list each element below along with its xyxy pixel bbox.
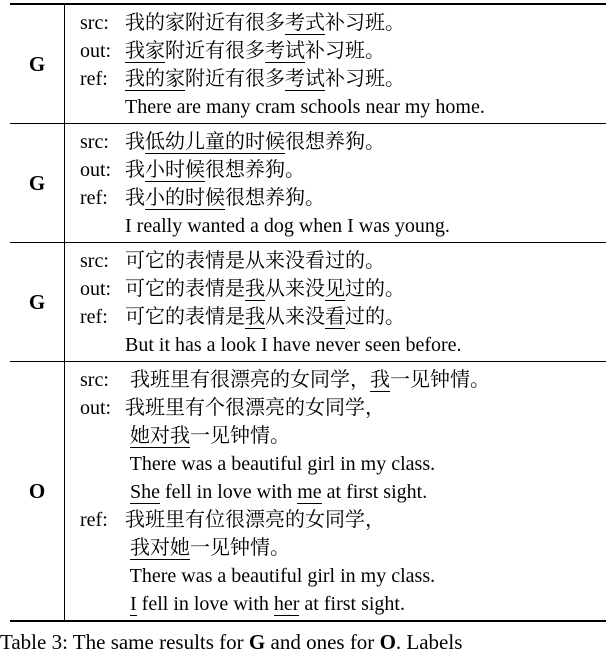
underlined-segment: 我 [245, 306, 265, 328]
text-segment: 我 [125, 187, 145, 209]
text-segment: 一见钟情。 [190, 537, 290, 559]
example-line [80, 562, 606, 590]
underlined-segment: 小时候 [145, 159, 205, 181]
text-segment: 从来没 [265, 306, 325, 328]
example-line [80, 450, 606, 478]
caption-bold-g: G [248, 630, 266, 654]
line-prefix: out: [80, 397, 112, 419]
example-line [80, 65, 606, 93]
text-segment: at first sight. [299, 593, 405, 615]
text-segment: 我班里有很漂亮的女同学， [125, 369, 370, 391]
text-segment: fell in love with [160, 481, 298, 503]
text-segment: 我 [125, 131, 145, 153]
underlined-segment: 我 [370, 369, 390, 391]
text-segment: 过的。 [345, 306, 405, 328]
example-line [80, 275, 606, 303]
caption-bold-o: O [379, 630, 396, 654]
text-segment: fell in love with [136, 593, 274, 615]
underlined-segment: 我对她 [130, 537, 190, 559]
line-prefix: src: [80, 250, 109, 272]
underlined-segment: 考试 [265, 40, 305, 62]
table-row [10, 243, 606, 362]
text-segment: 一见钟情。 [190, 425, 290, 447]
example-line [80, 247, 606, 275]
text-segment: 可它的表情是从来没看过的。 [125, 250, 385, 272]
text-segment: 很想养狗。 [205, 159, 305, 181]
table-caption [0, 630, 462, 655]
underlined-segment: 我家 [125, 40, 165, 62]
text-segment: There was a beautiful girl in my class. [125, 565, 436, 587]
underlined-segment: me [297, 481, 322, 503]
text-segment: 很想养狗。 [225, 187, 325, 209]
underlined-segment: 低幼儿童的时候 [145, 131, 285, 153]
text-segment: I really wanted a dog when I was young. [125, 215, 450, 237]
text-segment: 我的家附近有很多 [125, 12, 285, 34]
underlined-segment: 考式 [285, 12, 325, 34]
table-row [10, 3, 606, 124]
underlined-segment: She [130, 481, 160, 503]
line-prefix: out: [80, 159, 112, 181]
line-prefix: src: [80, 131, 109, 153]
example-line [80, 156, 606, 184]
underlined-segment: 小的时候 [145, 187, 225, 209]
underlined-segment: I [130, 593, 137, 615]
example-line [80, 9, 606, 37]
text-segment: 从来没 [265, 278, 325, 300]
text-segment: There was a beautiful girl in my class. [125, 453, 436, 475]
caption-tail: . Labels [395, 630, 463, 654]
line-prefix: src: [80, 369, 109, 391]
text-segment: There are many cram schools near my home. [125, 96, 485, 118]
example-line [80, 37, 606, 65]
example-line [80, 184, 606, 212]
examples-table [10, 3, 606, 622]
text-segment: 很想养狗。 [285, 131, 385, 153]
text-segment: 过的。 [345, 278, 405, 300]
text-segment: 我班里有位很漂亮的女同学， [125, 509, 385, 531]
caption-lead: Table 3: The same results for [0, 630, 249, 654]
line-prefix: ref: [80, 306, 108, 328]
caption-mid: and ones for [265, 630, 380, 654]
example-line [80, 366, 606, 394]
row-content [64, 362, 606, 620]
text-segment: But it has a look I have never seen before. [125, 334, 462, 356]
example-line [80, 331, 606, 359]
text-segment: 我班里有个很漂亮的女同学， [125, 397, 385, 419]
row-label: G [10, 243, 65, 361]
example-line [80, 212, 606, 240]
underlined-segment: 她对我 [130, 425, 190, 447]
table-row [10, 362, 606, 622]
underlined-segment: 我的家 [125, 68, 185, 90]
row-label: O [10, 362, 65, 620]
text-segment: 可它的表情是 [125, 306, 245, 328]
underlined-segment: 看 [325, 306, 345, 328]
line-prefix: ref: [80, 187, 108, 209]
underlined-segment: 考试 [285, 68, 325, 90]
underlined-segment: 我 [245, 278, 265, 300]
row-content [64, 5, 606, 123]
example-line [80, 303, 606, 331]
text-segment: 可它的表情是 [125, 278, 245, 300]
text-segment: 附近有很多 [185, 68, 285, 90]
line-prefix: src: [80, 12, 109, 34]
underlined-segment: 见 [325, 278, 345, 300]
text-segment: 附近有很多 [165, 40, 265, 62]
line-prefix: ref: [80, 68, 108, 90]
row-content [64, 124, 606, 242]
line-prefix: ref: [80, 509, 108, 531]
example-line [80, 506, 606, 534]
text-segment: 补习班。 [325, 12, 405, 34]
text-segment: at first sight. [321, 481, 428, 503]
example-line [80, 394, 606, 422]
line-prefix: out: [80, 278, 112, 300]
underlined-segment: her [273, 593, 300, 615]
text-segment: 一见钟情。 [390, 369, 490, 391]
table-row [10, 124, 606, 243]
row-label: G [10, 124, 65, 242]
text-segment: 补习班。 [305, 40, 385, 62]
example-line [80, 534, 606, 562]
example-line [80, 93, 606, 121]
example-line [80, 422, 606, 450]
text-segment: 补习班。 [325, 68, 405, 90]
example-line [80, 590, 606, 618]
text-segment: 我 [125, 159, 145, 181]
example-line [80, 478, 606, 506]
row-content [64, 243, 606, 361]
row-label: G [10, 5, 65, 123]
example-line [80, 128, 606, 156]
line-prefix: out: [80, 40, 112, 62]
